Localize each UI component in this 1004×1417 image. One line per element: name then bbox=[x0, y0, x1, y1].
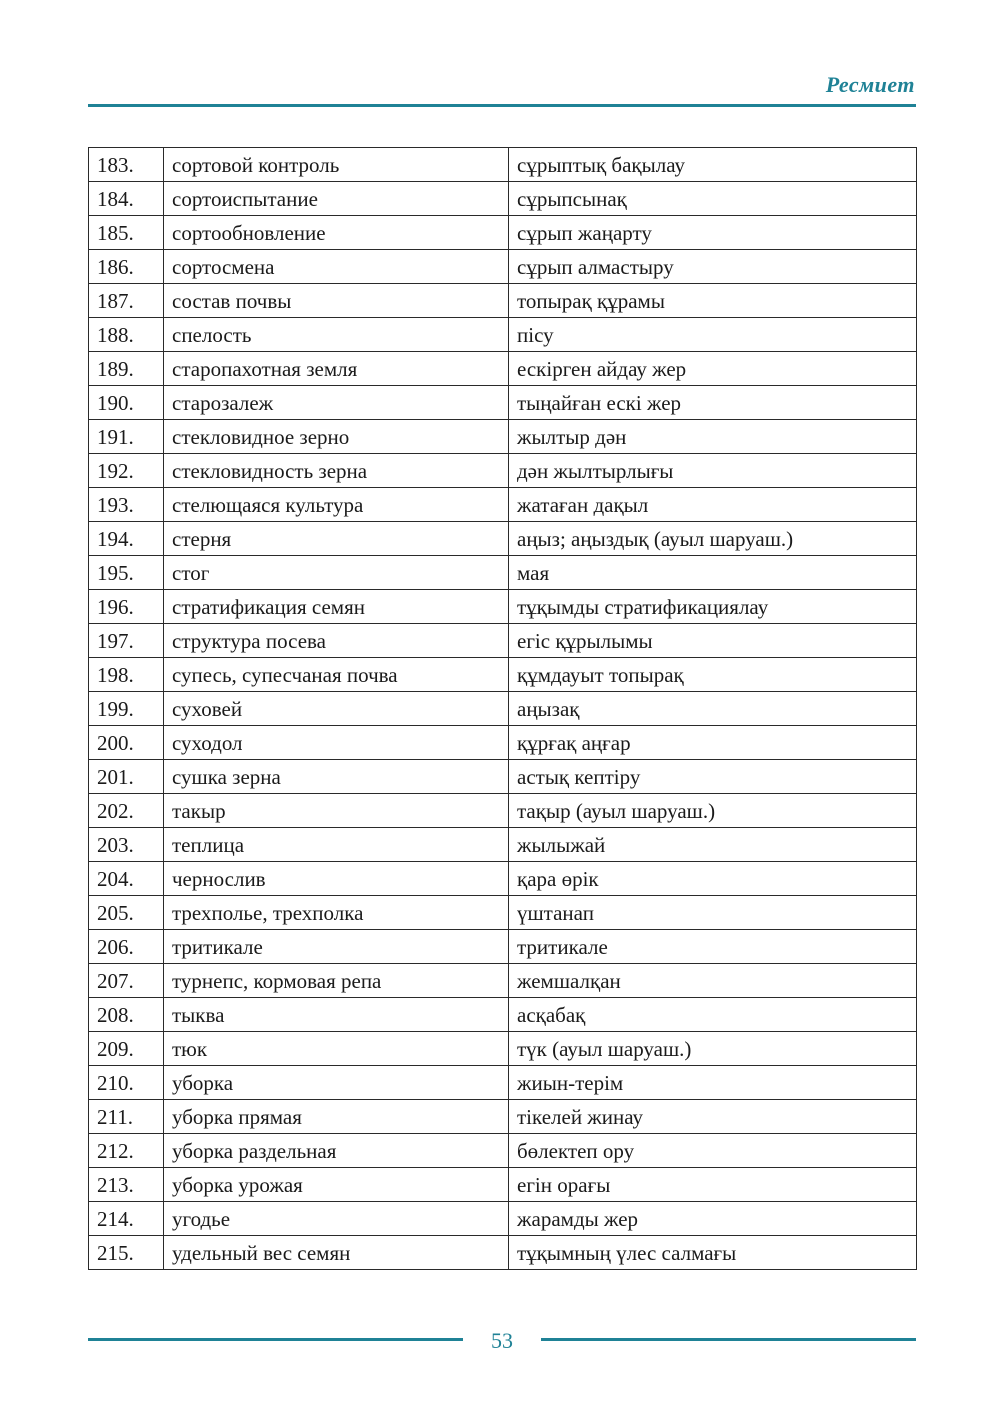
kazakh-term: асқабақ bbox=[509, 998, 917, 1032]
russian-term: стекловидное зерно bbox=[164, 420, 509, 454]
term-number: 199. bbox=[89, 692, 164, 726]
glossary-table bbox=[88, 147, 917, 1270]
term-number: 211. bbox=[89, 1100, 164, 1134]
term-number: 203. bbox=[89, 828, 164, 862]
kazakh-term: топырақ құрамы bbox=[509, 284, 917, 318]
russian-term: трехполье, трехполка bbox=[164, 896, 509, 930]
table-row bbox=[89, 556, 917, 590]
kazakh-term: түк (ауыл шаруаш.) bbox=[509, 1032, 917, 1066]
kazakh-term: мая bbox=[509, 556, 917, 590]
table-row bbox=[89, 828, 917, 862]
russian-term: тыква bbox=[164, 998, 509, 1032]
table-row bbox=[89, 420, 917, 454]
table-row bbox=[89, 318, 917, 352]
russian-term: стелющаяся культура bbox=[164, 488, 509, 522]
term-number: 185. bbox=[89, 216, 164, 250]
table-row bbox=[89, 250, 917, 284]
russian-term: сортовой контроль bbox=[164, 148, 509, 182]
russian-term: сортообновление bbox=[164, 216, 509, 250]
table-row bbox=[89, 1236, 917, 1270]
table-row bbox=[89, 352, 917, 386]
kazakh-term: аңызақ bbox=[509, 692, 917, 726]
term-number: 207. bbox=[89, 964, 164, 998]
kazakh-term: жатаған дақыл bbox=[509, 488, 917, 522]
term-number: 206. bbox=[89, 930, 164, 964]
kazakh-term: жылыжай bbox=[509, 828, 917, 862]
kazakh-term: ескірген айдау жер bbox=[509, 352, 917, 386]
russian-term: чернослив bbox=[164, 862, 509, 896]
term-number: 200. bbox=[89, 726, 164, 760]
kazakh-term: сұрыптық бақылау bbox=[509, 148, 917, 182]
russian-term: сортосмена bbox=[164, 250, 509, 284]
russian-term: уборка bbox=[164, 1066, 509, 1100]
table-row bbox=[89, 862, 917, 896]
kazakh-term: үштанап bbox=[509, 896, 917, 930]
term-number: 213. bbox=[89, 1168, 164, 1202]
footer-divider-left bbox=[88, 1338, 463, 1341]
kazakh-term: тікелей жинау bbox=[509, 1100, 917, 1134]
table-row bbox=[89, 488, 917, 522]
term-number: 205. bbox=[89, 896, 164, 930]
russian-term: такыр bbox=[164, 794, 509, 828]
russian-term: турнепс, кормовая репа bbox=[164, 964, 509, 998]
table-row bbox=[89, 998, 917, 1032]
table-row bbox=[89, 794, 917, 828]
russian-term: удельный вес семян bbox=[164, 1236, 509, 1270]
russian-term: старозалеж bbox=[164, 386, 509, 420]
term-number: 194. bbox=[89, 522, 164, 556]
term-number: 208. bbox=[89, 998, 164, 1032]
footer-divider-right bbox=[541, 1338, 916, 1341]
russian-term: суходол bbox=[164, 726, 509, 760]
table-row bbox=[89, 1100, 917, 1134]
term-number: 192. bbox=[89, 454, 164, 488]
kazakh-term: астық кептіру bbox=[509, 760, 917, 794]
russian-term: сушка зерна bbox=[164, 760, 509, 794]
kazakh-term: бөлектеп ору bbox=[509, 1134, 917, 1168]
term-number: 197. bbox=[89, 624, 164, 658]
russian-term: состав почвы bbox=[164, 284, 509, 318]
table-row bbox=[89, 522, 917, 556]
table-row bbox=[89, 182, 917, 216]
table-row bbox=[89, 386, 917, 420]
term-number: 188. bbox=[89, 318, 164, 352]
russian-term: структура посева bbox=[164, 624, 509, 658]
term-number: 186. bbox=[89, 250, 164, 284]
kazakh-term: тритикале bbox=[509, 930, 917, 964]
glossary-table-body bbox=[89, 148, 917, 1270]
russian-term: суховей bbox=[164, 692, 509, 726]
kazakh-term: тақыр (ауыл шаруаш.) bbox=[509, 794, 917, 828]
term-number: 184. bbox=[89, 182, 164, 216]
russian-term: сортоиспытание bbox=[164, 182, 509, 216]
kazakh-term: жылтыр дән bbox=[509, 420, 917, 454]
kazakh-term: жиын-терім bbox=[509, 1066, 917, 1100]
term-number: 193. bbox=[89, 488, 164, 522]
term-number: 202. bbox=[89, 794, 164, 828]
table-row bbox=[89, 454, 917, 488]
term-number: 201. bbox=[89, 760, 164, 794]
kazakh-term: құрғақ аңғар bbox=[509, 726, 917, 760]
table-row bbox=[89, 964, 917, 998]
table-row bbox=[89, 1202, 917, 1236]
term-number: 209. bbox=[89, 1032, 164, 1066]
term-number: 196. bbox=[89, 590, 164, 624]
table-row bbox=[89, 930, 917, 964]
russian-term: старопахотная земля bbox=[164, 352, 509, 386]
term-number: 187. bbox=[89, 284, 164, 318]
table-row bbox=[89, 1134, 917, 1168]
table-row bbox=[89, 692, 917, 726]
kazakh-term: құмдауыт топырақ bbox=[509, 658, 917, 692]
term-number: 212. bbox=[89, 1134, 164, 1168]
table-row bbox=[89, 216, 917, 250]
russian-term: уборка раздельная bbox=[164, 1134, 509, 1168]
russian-term: уборка прямая bbox=[164, 1100, 509, 1134]
kazakh-term: сұрып жаңарту bbox=[509, 216, 917, 250]
table-row bbox=[89, 760, 917, 794]
russian-term: стратификация семян bbox=[164, 590, 509, 624]
russian-term: теплица bbox=[164, 828, 509, 862]
table-row bbox=[89, 148, 917, 182]
table-row bbox=[89, 1032, 917, 1066]
term-number: 198. bbox=[89, 658, 164, 692]
kazakh-term: егіс құрылымы bbox=[509, 624, 917, 658]
kazakh-term: тұқымды стратификациялау bbox=[509, 590, 917, 624]
table-row bbox=[89, 590, 917, 624]
russian-term: стерня bbox=[164, 522, 509, 556]
term-number: 191. bbox=[89, 420, 164, 454]
kazakh-term: сұрып алмастыру bbox=[509, 250, 917, 284]
running-header-title: Ресмиет bbox=[825, 72, 915, 97]
kazakh-term: қара өрік bbox=[509, 862, 917, 896]
kazakh-term: жарамды жер bbox=[509, 1202, 917, 1236]
russian-term: тритикале bbox=[164, 930, 509, 964]
russian-term: стог bbox=[164, 556, 509, 590]
kazakh-term: сұрыпсынақ bbox=[509, 182, 917, 216]
term-number: 214. bbox=[89, 1202, 164, 1236]
table-row bbox=[89, 284, 917, 318]
table-row bbox=[89, 658, 917, 692]
russian-term: уборка урожая bbox=[164, 1168, 509, 1202]
term-number: 183. bbox=[89, 148, 164, 182]
term-number: 189. bbox=[89, 352, 164, 386]
kazakh-term: жемшалқан bbox=[509, 964, 917, 998]
russian-term: супесь, супесчаная почва bbox=[164, 658, 509, 692]
kazakh-term: пісу bbox=[509, 318, 917, 352]
russian-term: тюк bbox=[164, 1032, 509, 1066]
kazakh-term: дән жылтырлығы bbox=[509, 454, 917, 488]
term-number: 210. bbox=[89, 1066, 164, 1100]
term-number: 195. bbox=[89, 556, 164, 590]
header-divider bbox=[88, 104, 916, 107]
table-row bbox=[89, 1168, 917, 1202]
term-number: 215. bbox=[89, 1236, 164, 1270]
page-number: 53 bbox=[491, 1328, 513, 1353]
kazakh-term: аңыз; аңыздық (ауыл шаруаш.) bbox=[509, 522, 917, 556]
table-row bbox=[89, 896, 917, 930]
term-number: 190. bbox=[89, 386, 164, 420]
table-row bbox=[89, 1066, 917, 1100]
term-number: 204. bbox=[89, 862, 164, 896]
russian-term: спелость bbox=[164, 318, 509, 352]
table-row bbox=[89, 624, 917, 658]
russian-term: угодье bbox=[164, 1202, 509, 1236]
russian-term: стекловидность зерна bbox=[164, 454, 509, 488]
kazakh-term: тұқымның үлес салмағы bbox=[509, 1236, 917, 1270]
kazakh-term: егін орағы bbox=[509, 1168, 917, 1202]
kazakh-term: тыңайған ескі жер bbox=[509, 386, 917, 420]
table-row bbox=[89, 726, 917, 760]
